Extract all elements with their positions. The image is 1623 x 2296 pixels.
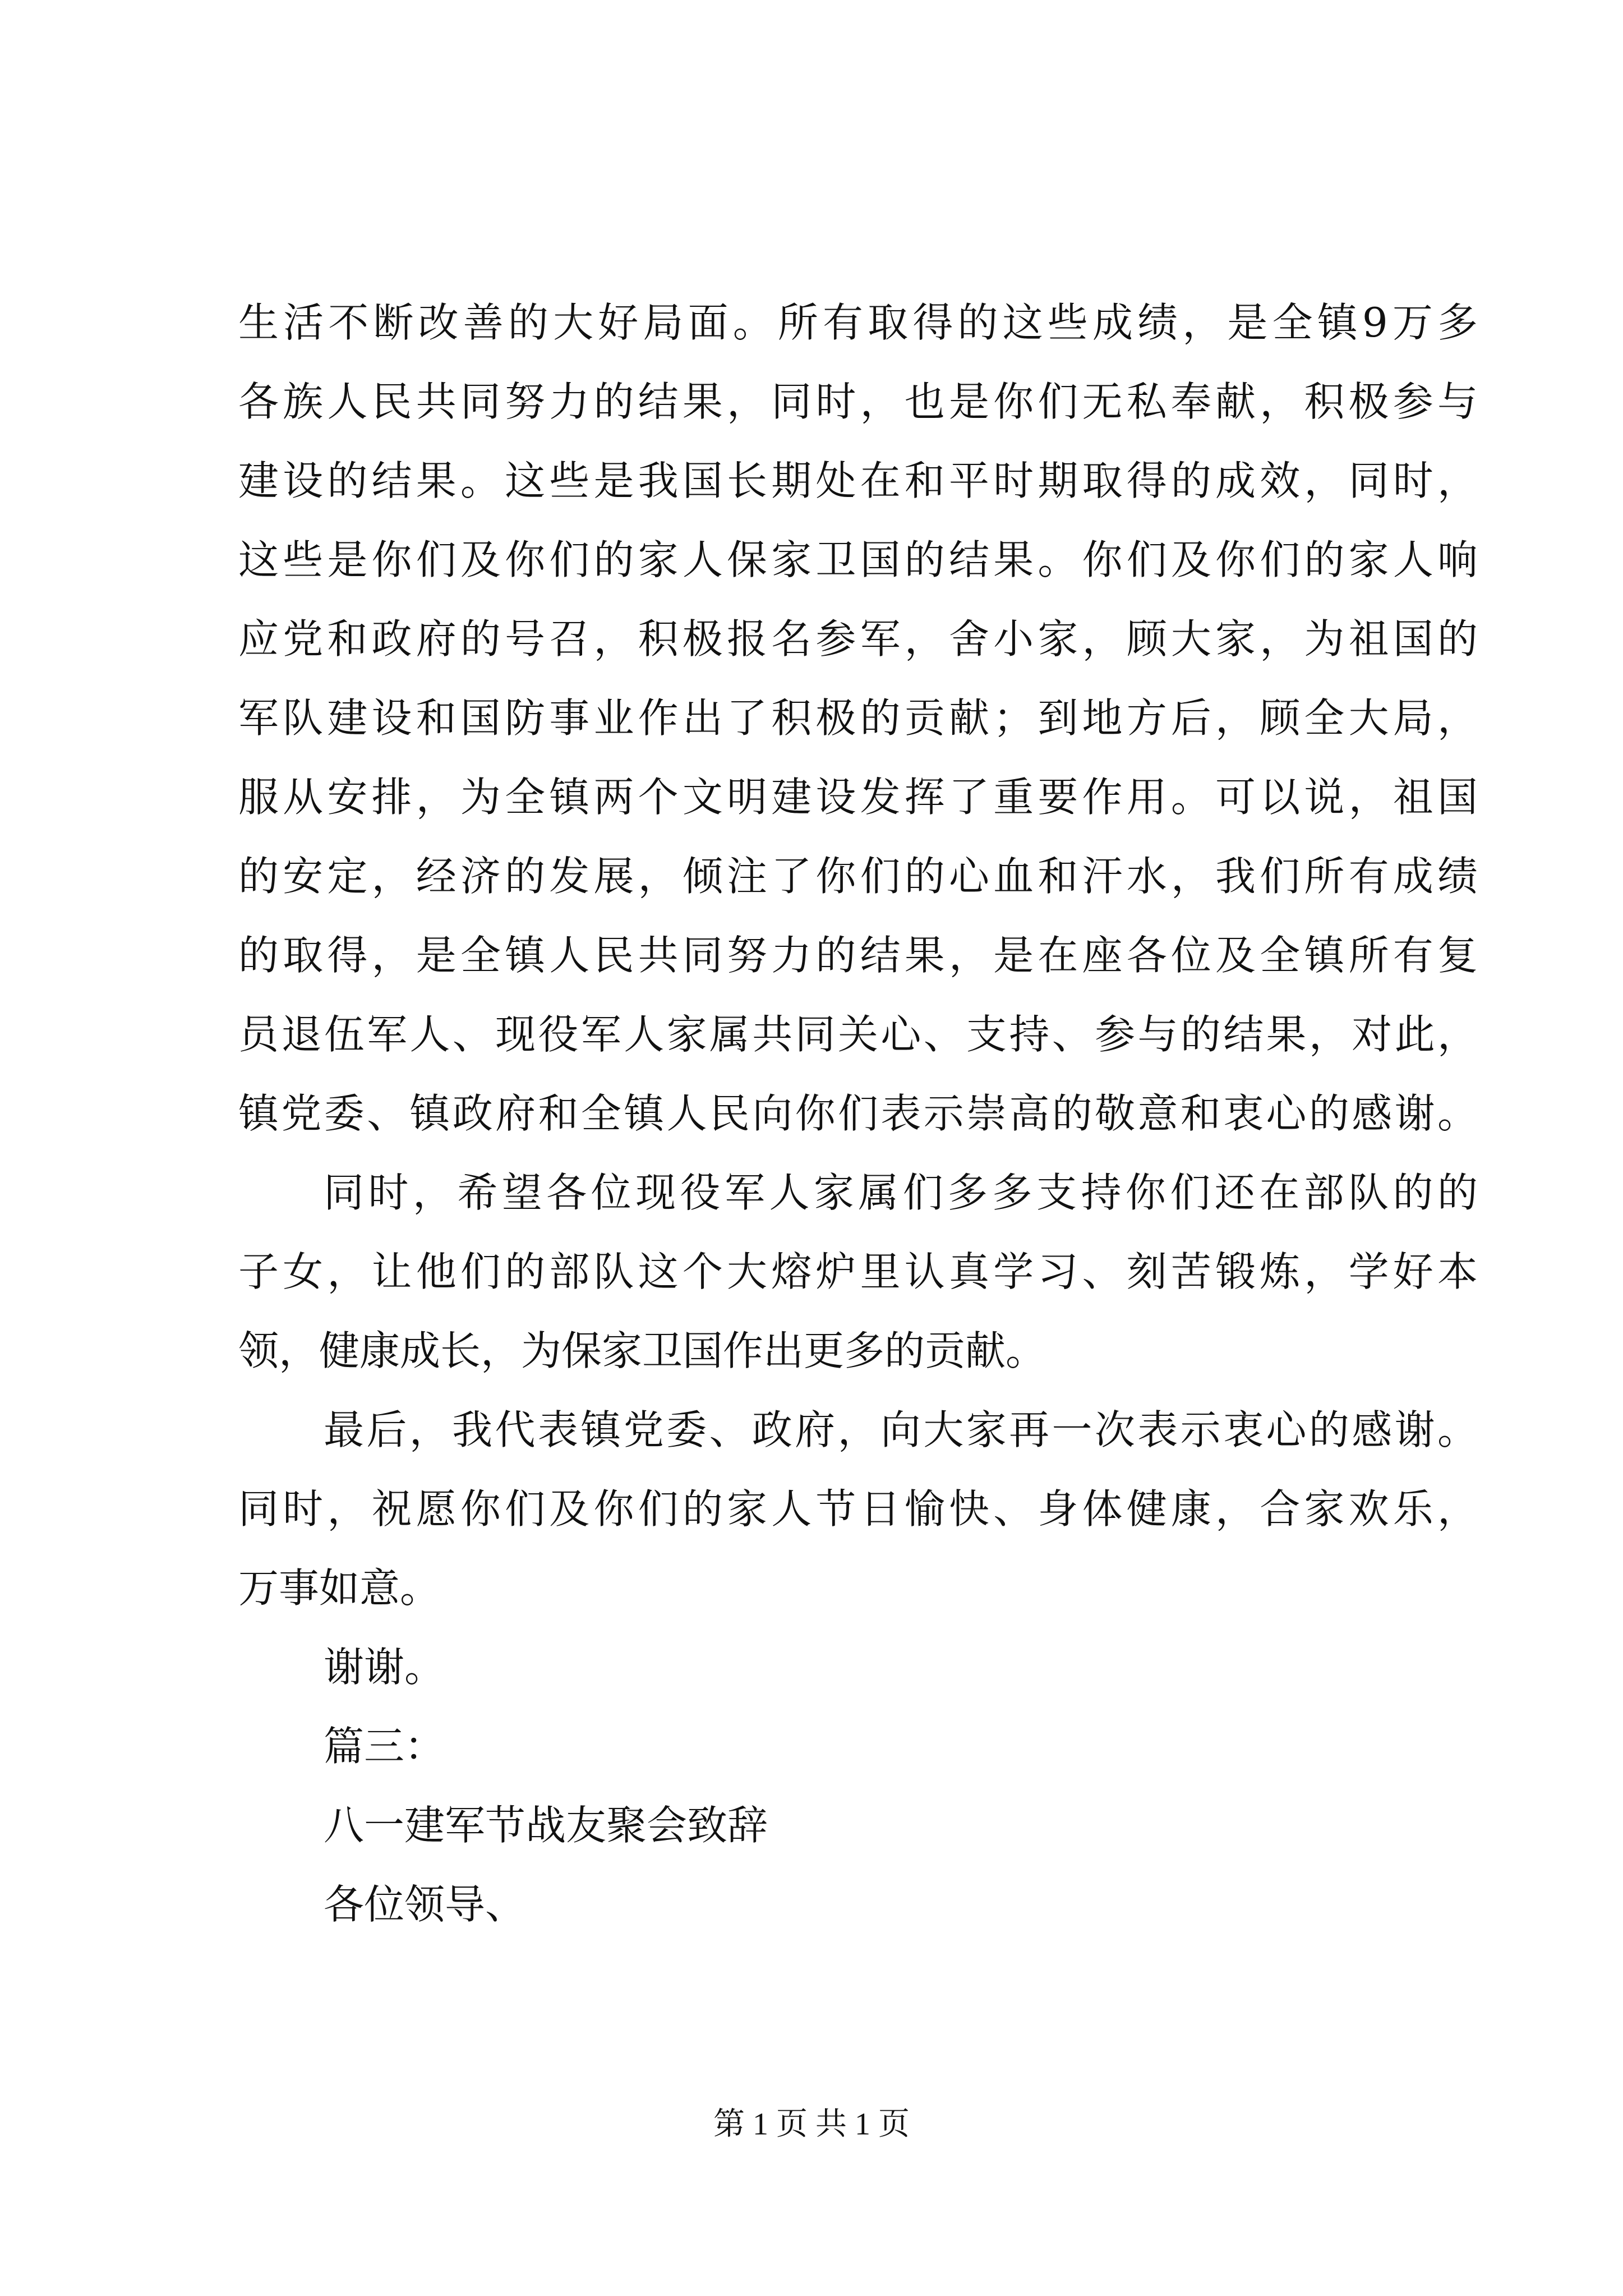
text-line: 的安定，经济的发展，倾注了你们的心血和汗水，我们所有成绩 <box>238 853 1478 900</box>
section-title: 八一建军节战友聚会致辞 <box>324 1802 768 1849</box>
text-line: 应党和政府的号召，积极报名参军，舍小家，顾大家，为祖国的 <box>238 615 1478 662</box>
text-line: 服从安排，为全镇两个文明建设发挥了重要作用。可以说，祖国 <box>238 774 1478 821</box>
text-line: 各族人民共同努力的结果，同时，也是你们无私奉献，积极参与 <box>238 378 1478 425</box>
paragraph-start-line: 最后，我代表镇党委、政府，向大家再一次表示衷心的感谢。 <box>324 1406 1478 1453</box>
text-line: 生活不断改善的大好局面。所有取得的这些成绩，是全镇9万多 <box>238 299 1478 346</box>
text-line: 领，健康成长，为保家卫国作出更多的贡献。 <box>238 1327 1046 1374</box>
page-footer: 第 1 页 共 1 页 <box>713 2107 910 2142</box>
text-line: 子女，让他们的部队这个大熔炉里认真学习、刻苦锻炼，学好本 <box>238 1248 1478 1295</box>
text-line: 万事如意。 <box>238 1565 441 1612</box>
section-label: 篇三： <box>324 1723 445 1770</box>
paragraph-line-thanks: 谢谢。 <box>324 1644 445 1691</box>
text-line: 员退伍军人、现役军人家属共同关心、支持、参与的结果，对此， <box>238 1011 1478 1058</box>
text-line: 同时，祝愿你们及你们的家人节日愉快、身体健康，合家欢乐， <box>238 1485 1478 1533</box>
text-line: 的取得，是全镇人民共同努力的结果，是在座各位及全镇所有复 <box>238 932 1478 979</box>
text-line: 建设的结果。这些是我国长期处在和平时期取得的成效，同时， <box>238 457 1478 504</box>
text-line: 镇党委、镇政府和全镇人民向你们表示崇高的敬意和衷心的感谢。 <box>238 1090 1478 1137</box>
text-line: 这些是你们及你们的家人保家卫国的结果。你们及你们的家人响 <box>238 536 1478 583</box>
text-line: 军队建设和国防事业作出了积极的贡献；到地方后，顾全大局， <box>238 694 1478 742</box>
salutation-line: 各位领导、 <box>324 1881 526 1928</box>
body-text <box>238 283 1478 1944</box>
paragraph-start-line: 同时，希望各位现役军人家属们多多支持你们还在部队的的 <box>324 1169 1478 1216</box>
